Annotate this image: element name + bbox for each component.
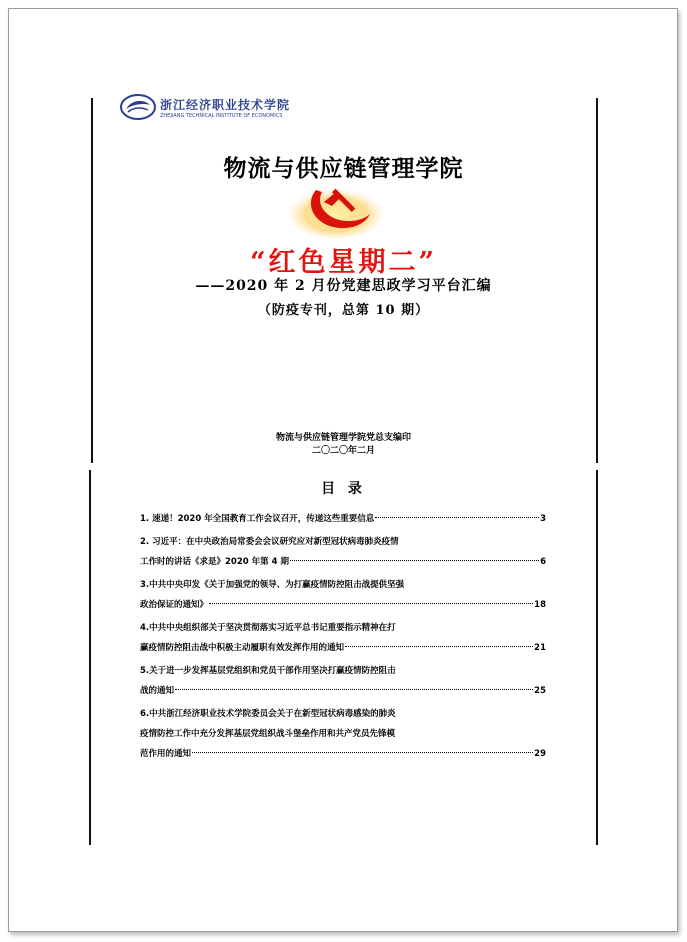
toc-entry-last-line — [140, 638, 546, 658]
toc-entry[interactable] — [140, 509, 546, 529]
party-emblem-icon — [286, 182, 386, 238]
toc-entry[interactable] — [140, 661, 546, 701]
college-title: 物流与供应链管理学院 — [223, 155, 464, 182]
compilation-subtitle: ——2020 年 2 月份党建思政学习平台汇编 — [195, 278, 492, 294]
toc-title: 目 录 — [321, 481, 366, 497]
toc-entry-last-line — [140, 744, 546, 764]
toc-page-number: 6 — [540, 557, 546, 567]
left-border-bottom — [89, 470, 91, 845]
table-of-contents — [140, 509, 546, 767]
toc-page-number: 18 — [534, 600, 546, 610]
toc-leader-dots — [345, 646, 533, 647]
publish-date: 二〇二〇年二月 — [311, 446, 375, 456]
toc-page-number: 21 — [534, 643, 546, 653]
toc-entry[interactable] — [140, 704, 546, 764]
toc-leader-dots — [290, 560, 539, 561]
toc-entry-text: 6.中共浙江经济职业技术学院委员会关于在新型冠状病毒感染的肺炎 — [140, 709, 396, 719]
toc-leader-dots — [209, 603, 533, 604]
toc-entry-last-line — [140, 681, 546, 701]
red-tuesday-title: “红色星期二” — [249, 247, 438, 278]
toc-entry-text: 3.中共中央印发《关于加强党的领导、为打赢疫情防控阻击战提供坚强 — [140, 580, 405, 590]
toc-entry[interactable] — [140, 532, 546, 572]
toc-entry-text: 赢疫情防控阻击战中积极主动履职有效发挥作用的通知 — [140, 643, 345, 653]
toc-entry-text: 1. 速递！2020 年全国教育工作会议召开，传递这些重要信息 — [140, 514, 375, 524]
school-logo — [120, 93, 290, 121]
toc-entry-last-line — [140, 552, 546, 572]
toc-entry[interactable] — [140, 618, 546, 658]
toc-entry-text: 疫情防控工作中充分发挥基层党组织战斗堡垒作用和共产党员先锋模 — [140, 729, 396, 739]
editor-line: 物流与供应链管理学院党总支编印 — [275, 433, 411, 443]
toc-entry-text: 5.关于进一步发挥基层党组织和党员干部作用坚决打赢疫情防控阻击 — [140, 666, 396, 676]
toc-entry-text: 范作用的通知 — [140, 749, 192, 759]
logo-name-en: ZHEJIANG TECHNICAL INSTITUTE OF ECONOMICS — [160, 112, 283, 119]
toc-page-number: 25 — [534, 686, 546, 696]
toc-leader-dots — [192, 752, 533, 753]
toc-page-number: 3 — [540, 514, 546, 524]
toc-entry-text: 工作时的讲话《求是》2020 年第 4 期 — [140, 557, 289, 567]
issue-number: （防疫专刊，总第 10 期） — [257, 303, 430, 318]
right-border-bottom — [596, 470, 598, 845]
toc-entry-last-line — [140, 595, 546, 615]
logo-name-cn: 浙江经济职业技术学院 — [160, 97, 291, 112]
toc-entry-last-line — [140, 509, 546, 529]
toc-entry[interactable] — [140, 575, 546, 615]
toc-leader-dots — [375, 517, 539, 518]
toc-entry-text: 政治保证的通知》 — [140, 600, 209, 610]
toc-entry-text: 4.中共中央组织部关于坚决贯彻落实习近平总书记重要指示精神在打 — [140, 623, 396, 633]
toc-page-number: 29 — [534, 749, 546, 759]
toc-entry-text: 2. 习近平：在中央政治局常委会会议研究应对新型冠状病毒肺炎疫情 — [140, 537, 399, 547]
toc-entry-text: 战的通知 — [140, 686, 175, 696]
toc-leader-dots — [175, 689, 533, 690]
page-frame — [8, 8, 678, 932]
school-emblem-icon — [120, 94, 156, 120]
